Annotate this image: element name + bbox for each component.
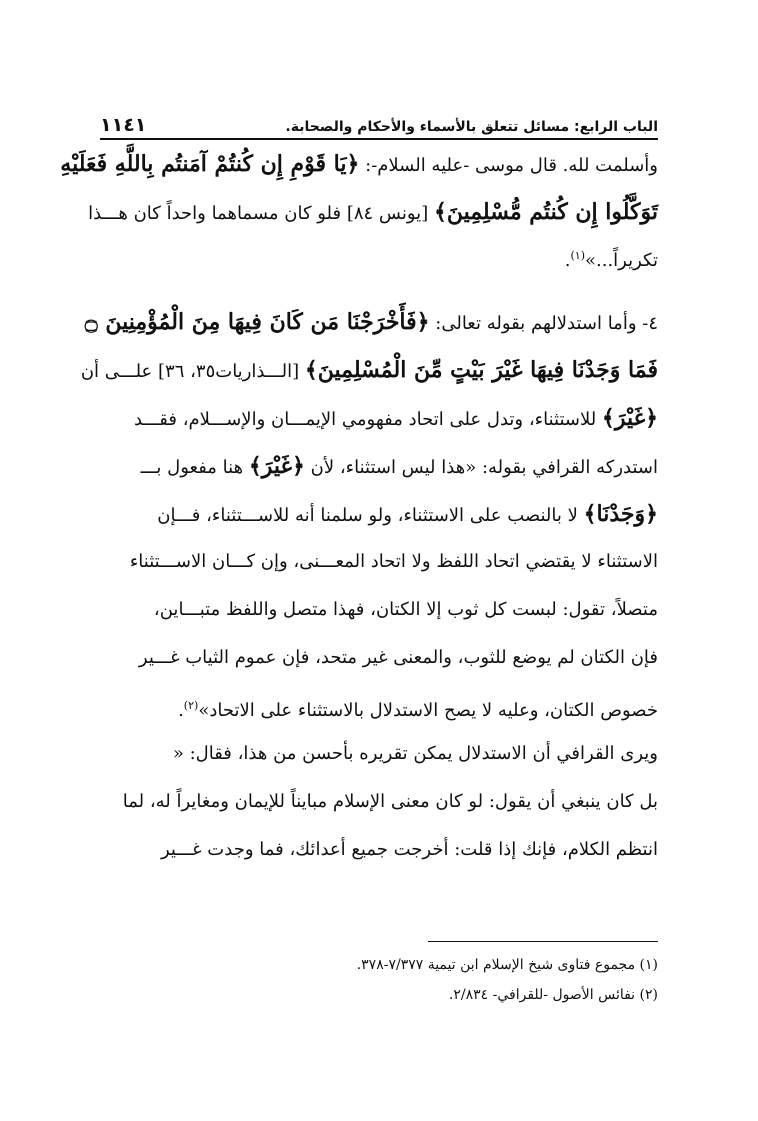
text-line	[88, 188, 658, 236]
text-segment: خصوص الكتان، وعليه لا يصح الاستدلال بالاستثناء على الاتحاد»	[198, 700, 658, 721]
text-segment: تكريراً...»	[584, 250, 658, 271]
quran-word: ﴿وَجَدْنَا﴾	[583, 501, 658, 527]
footnote: (٢) نفائس الأصول -للقرافي- ٢/٨٣٤.	[448, 987, 658, 1003]
text-segment: هنا مفعول بـــ	[140, 457, 249, 478]
text-line: انتظم الكلام، فإنك إذا قلت: أخرجت جميع أعدائك، فما وجدت غـــير	[160, 839, 658, 860]
text-line	[80, 346, 658, 394]
chapter-title: الباب الرابع: مسائل تتعلق بالأسماء والأحكام والصحابة.	[285, 119, 658, 135]
text-line: ويرى القرافي أن الاستدلال يمكن تقريره بأحسن من هذا، فقال: «	[172, 743, 658, 764]
text-segment: .	[564, 250, 571, 271]
footnotes	[100, 952, 658, 1012]
text-segment: .	[178, 700, 184, 721]
text-line: الاستثناء لا يقتضي اتحاد اللفظ ولا اتحاد المعـــنى، وإن كـــان الاســـتثناء	[129, 551, 658, 572]
text-line	[100, 442, 658, 490]
footnote-separator	[428, 941, 658, 942]
text-line	[84, 298, 658, 346]
text-line	[100, 394, 658, 442]
text-line	[100, 682, 658, 730]
text-segment: ٤- وأما استدلالهم بقوله تعالى:	[429, 313, 658, 334]
page-number: ١١٤١	[100, 114, 147, 136]
footnote-ref: (١)	[570, 249, 585, 262]
text-line: متصلاً، تقول: لبست كل ثوب إلا الكتان، فهذا متصل واللفظ متبـــاين،	[153, 599, 658, 620]
text-segment: لا بالنصب على الاستثناء، ولو سلمنا أنه للاســـتثناء، فـــإن	[157, 505, 584, 526]
quran-word: ﴿غَيْرَ﴾	[248, 453, 305, 479]
text-line	[100, 490, 658, 538]
quran-verse: ﴿يَا قَوْمِ إِن كُنتُمْ آمَنتُم بِاللَّهِ فَعَلَيْهِ	[60, 151, 360, 177]
paragraph-gap	[100, 276, 658, 298]
text-line	[60, 140, 658, 188]
text-segment: استدركه القرافي بقوله: «هذا ليس استثناء، لأن	[304, 457, 658, 478]
footnote-ref: (٢)	[183, 699, 199, 712]
page-header	[100, 112, 658, 140]
quran-verse: تَوَكَّلُوا إِن كُنتُم مُّسْلِمِينَ﴾	[433, 199, 658, 225]
text-segment: [يونس ٨٤] فلو كان مسماهما واحداً كان هـــذا	[88, 203, 434, 224]
text-segment: للاستثناء، وتدل على اتحاد مفهومي الإيمـــان والإســـلام، فقـــد	[134, 409, 602, 430]
text-segment: [الـــذاريات٣٥، ٣٦] علـــى أن	[80, 361, 305, 382]
quran-verse: فَمَا وَجَدْنَا فِيهَا غَيْرَ بَيْتٍ مِّنَ الْمُسْلِمِينَ﴾	[304, 357, 658, 383]
text-line	[100, 236, 658, 276]
quran-word: ﴿غَيْرَ﴾	[601, 405, 658, 431]
text-line: فإن الكتان لم يوضع للثوب، والمعنى غير متحد، فإن عموم الثياب غـــير	[138, 647, 658, 668]
body-text	[60, 140, 658, 874]
text-segment: وأسلمت لله. قال موسى -عليه السلام-:	[359, 155, 658, 176]
text-line: بل كان ينبغي أن يقول: لو كان معنى الإسلام مبايناً للإيمان ومغايراً له، لما	[122, 791, 658, 812]
footnote: (١) مجموع فتاوى شيخ الإسلام ابن تيمية ٧/٣٧٧-٣٧٨.	[356, 957, 658, 973]
quran-verse: ﴿فَأَخْرَجْنَا مَن كَانَ فِيهَا مِنَ الْمُؤْمِنِينَ ۝	[84, 309, 430, 335]
